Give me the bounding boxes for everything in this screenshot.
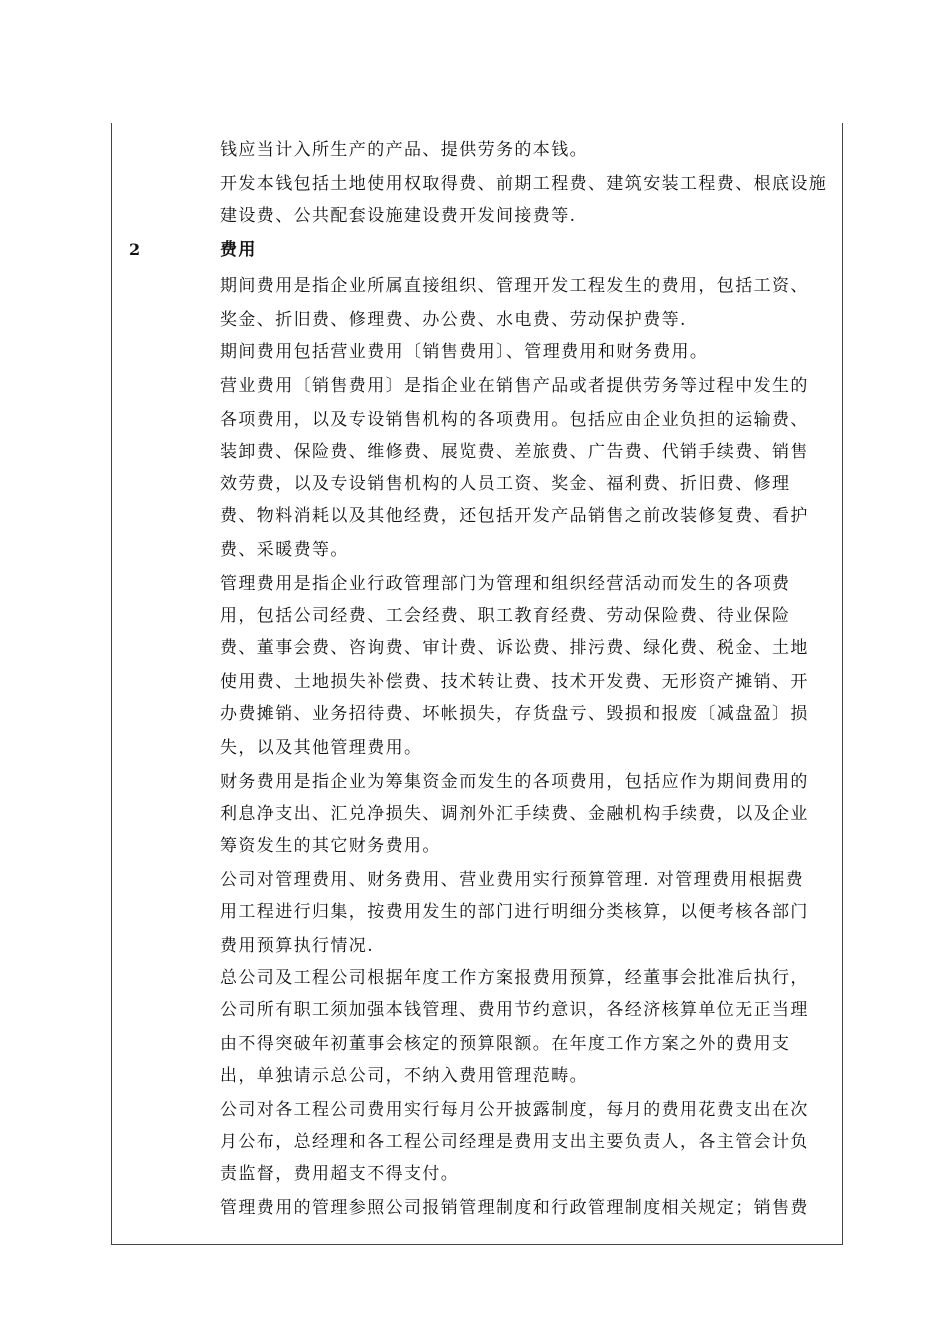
text-line: 用，包括公司经费、工会经费、职工教育经费、劳动保险费、待业保险 — [220, 606, 791, 626]
section-number: 2 — [129, 240, 141, 259]
text-line: 期间费用是指企业所属直接组织、管理开发工程发生的费用，包括工资、 — [220, 276, 809, 296]
text-line: 费用预算执行情况. — [220, 936, 375, 956]
text-line: 使用费、土地损失补偿费、技术转让费、技术开发费、无形资产摊销、开 — [220, 672, 809, 692]
text-line: 财务费用是指企业为筹集资金而发生的各项费用，包括应作为期间费用的 — [220, 772, 809, 792]
text-line: 公司所有职工须加强本钱管理、费用节约意识，各经济核算单位无正当理 — [220, 1000, 809, 1020]
text-line: 效劳费，以及专设销售机构的人员工资、奖金、福利费、折旧费、修理 — [220, 474, 791, 494]
text-line: 装卸费、保险费、维修费、展览费、差旅费、广告费、代销手续费、销售 — [220, 442, 809, 462]
text-line: 建设费、公共配套设施建设费开发间接费等. — [220, 206, 577, 226]
text-line: 利息净支出、汇兑净损失、调剂外汇手续费、金融机构手续费，以及企业 — [220, 804, 809, 824]
text-line: 筹资发生的其它财务费用。 — [220, 836, 441, 856]
section-title: 费用 — [220, 240, 257, 260]
text-line: 办费摊销、业务招待费、坏帐损失，存货盘亏、毁损和报废〔减盘盈〕损 — [220, 704, 809, 724]
text-line: 管理费用是指企业行政管理部门为管理和组织经营活动而发生的各项费 — [220, 574, 791, 594]
text-line: 费、董事会费、咨询费、审计费、诉讼费、排污费、绿化费、税金、土地 — [220, 638, 809, 658]
text-line: 开发本钱包括土地使用权取得费、前期工程费、建筑安装工程费、根底设施 — [220, 174, 828, 194]
text-line: 失，以及其他管理费用。 — [220, 738, 423, 758]
text-line: 奖金、折旧费、修理费、办公费、水电费、劳动保护费等. — [220, 310, 687, 330]
text-line: 费、物料消耗以及其他经费，还包括开发产品销售之前改装修复费、看护 — [220, 506, 809, 526]
text-line: 各项费用，以及专设销售机构的各项费用。包括应由企业负担的运输费、 — [220, 410, 809, 430]
text-line: 期间费用包括营业费用〔销售费用〕、管理费用和财务费用。 — [220, 342, 709, 362]
text-line: 管理费用的管理参照公司报销管理制度和行政管理制度相关规定；销售费 — [220, 1198, 809, 1218]
text-line: 总公司及工程公司根据年度工作方案报费用预算，经董事会批准后执行， — [220, 968, 809, 988]
text-line: 由不得突破年初董事会核定的预算限额。在年度工作方案之外的费用支 — [220, 1034, 791, 1054]
text-line: 费、采暖费等。 — [220, 540, 349, 560]
text-line: 公司对各工程公司费用实行每月公开披露制度，每月的费用花费支出在次 — [220, 1100, 809, 1120]
text-line: 责监督，费用超支不得支付。 — [220, 1164, 460, 1184]
text-line: 月公布，总经理和各工程公司经理是费用支出主要负责人，各主管会计负 — [220, 1132, 809, 1152]
text-line: 钱应当计入所生产的产品、提供劳务的本钱。 — [220, 140, 588, 160]
text-line: 公司对管理费用、财务费用、营业费用实行预算管理. 对管理费用根据费 — [220, 870, 805, 890]
text-line: 营业费用〔销售费用〕是指企业在销售产品或者提供劳务等过程中发生的 — [220, 376, 809, 396]
text-line: 用工程进行归集，按费用发生的部门进行明细分类核算，以便考核各部门 — [220, 902, 809, 922]
text-line: 出，单独请示总公司，不纳入费用管理范畴。 — [220, 1066, 588, 1086]
